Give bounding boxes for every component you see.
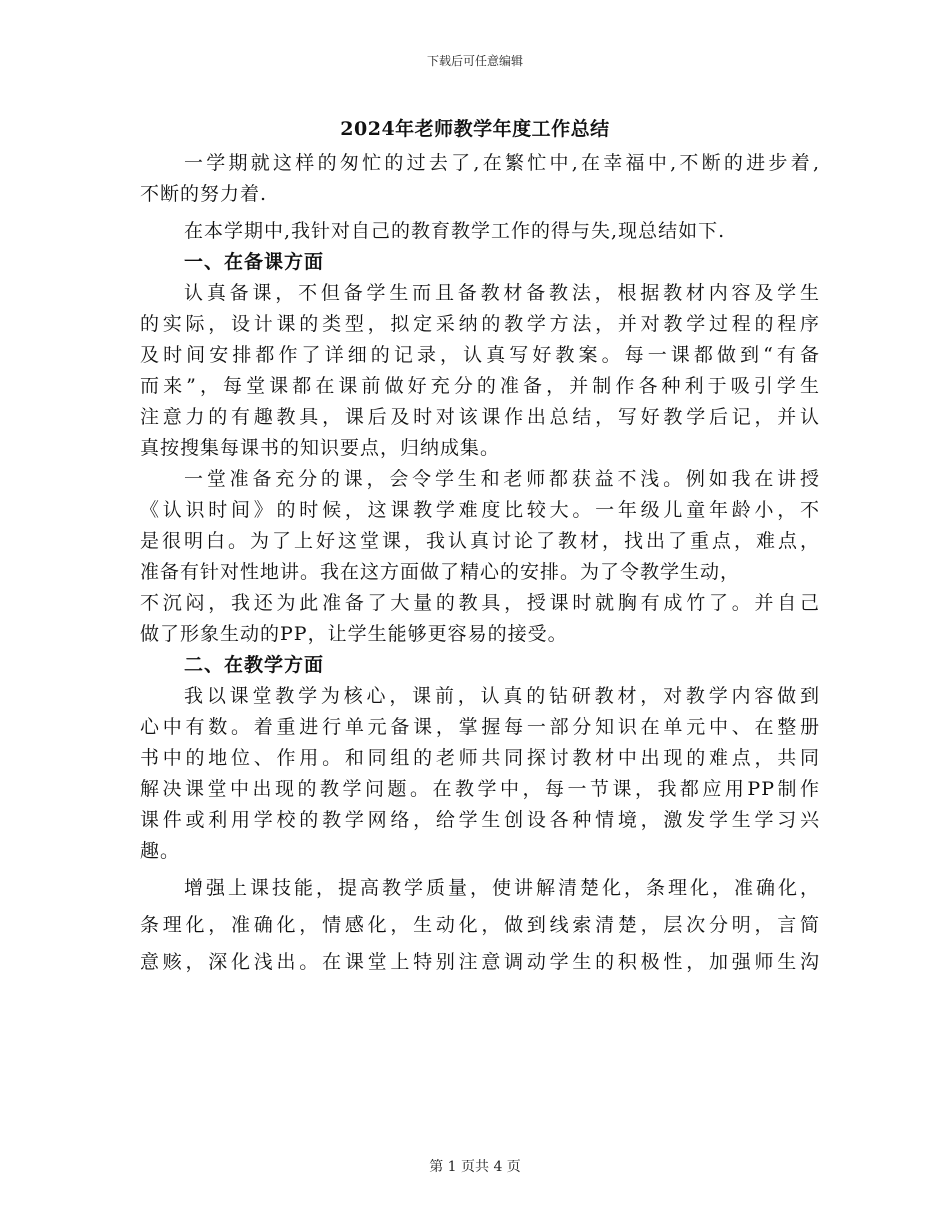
- para5-line: 我以课堂教学为核心，课前，认真的钻研教材，对教学内容做到: [184, 685, 820, 707]
- para3-line: 的实际，设计课的类型，拟定采纳的教学方法，并对教学过程的程序: [140, 313, 820, 335]
- para4-line: 不沉闷，我还为此准备了大量的教具，授课时就胸有成竹了。并自己: [140, 592, 820, 614]
- para5-line: 趣。: [140, 840, 181, 862]
- para4-line: 准备有针对性地讲。我在这方面做了精心的安排。为了令教学生动，: [140, 561, 741, 583]
- para6-line: 增强上课技能，提高教学质量，使讲解清楚化，条理化，准确化，: [184, 877, 820, 899]
- para1-line: 不断的努力着.: [140, 183, 268, 205]
- para4-line: 做了形象生动的PP，让学生能够更容易的接受。: [140, 623, 568, 645]
- para4-line: 一堂准备充分的课，会令学生和老师都获益不浅。例如我在讲授: [184, 468, 820, 490]
- para6-line: 条理化，准确化，情感化，生动化，做到线索清楚，层次分明，言简: [140, 914, 820, 936]
- para3-line: 而来”，每堂课都在课前做好充分的准备，并制作各种利于吸引学生: [140, 375, 820, 397]
- para5-line: 心中有数。着重进行单元备课，掌握每一部分知识在单元中、在整册: [140, 716, 820, 738]
- para3-line: 真按搜集每课书的知识要点，归纳成集。: [140, 437, 501, 459]
- para5-line: 书中的地位、作用。和同组的老师共同探讨教材中出现的难点，共同: [140, 747, 820, 769]
- section-heading-1: 一、在备课方面: [184, 251, 325, 273]
- para2-line: 在本学期中,我针对自己的教育教学工作的得与失,现总结如下.: [184, 220, 726, 242]
- para6-line: 意赅，深化浅出。在课堂上特别注意调动学生的积极性，加强师生沟: [140, 951, 820, 973]
- para3-line: 认真备课，不但备学生而且备教材备教法，根据教材内容及学生: [184, 282, 820, 304]
- section-heading-2: 二、在教学方面: [184, 654, 325, 676]
- para4-line: 是很明白。为了上好这堂课，我认真讨论了教材，找出了重点，难点，: [140, 530, 820, 552]
- para5-line: 课件或利用学校的教学网络，给学生创设各种情境，激发学生学习兴: [140, 809, 820, 831]
- para1-line: 一学期就这样的匆忙的过去了,在繁忙中,在幸福中,不断的进步着,: [184, 152, 820, 174]
- para5-line: 解决课堂中出现的教学问题。在教学中，每一节课，我都应用PP制作: [140, 778, 820, 800]
- para4-line: 《认识时间》的时候，这课教学难度比较大。一年级儿童年龄小，不: [140, 499, 820, 521]
- page-footer: 第 1 页共 4 页: [429, 1159, 521, 1175]
- document-body: [140, 148, 820, 978]
- page-header: 下载后可任意编辑: [426, 54, 523, 68]
- document-title: 2024年老师教学年度工作总结: [340, 118, 610, 140]
- para3-line: 注意力的有趣教具，课后及时对该课作出总结，写好教学后记，并认: [140, 406, 820, 428]
- para3-line: 及时间安排都作了详细的记录，认真写好教案。每一课都做到“有备: [140, 344, 820, 366]
